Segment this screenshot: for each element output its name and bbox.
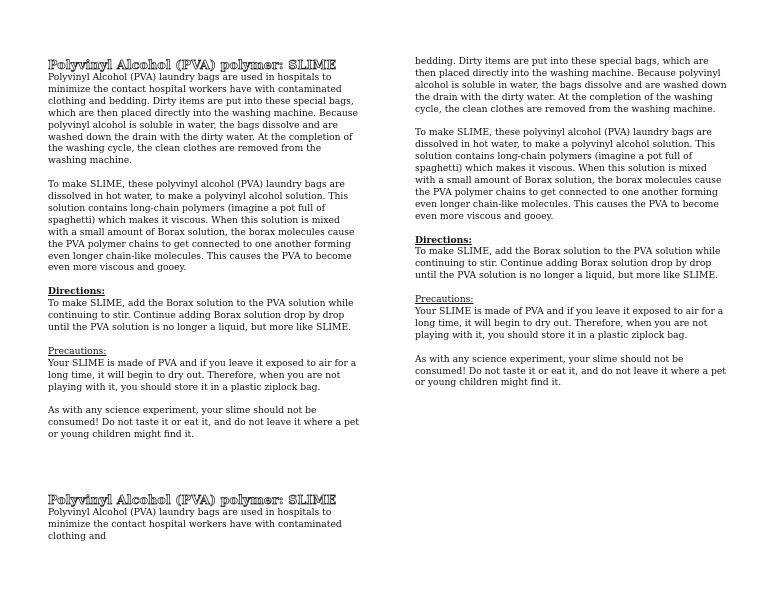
warning-paragraph: As with any science experiment, your slime should not be consumed! Do not taste it or eat it, and do not leave it where a pet or young children might find it. — [48, 405, 359, 441]
slime-paragraph: To make SLIME, these polyvinyl alcohol (PVA) laundry bags are dissolved in hot water, to make a polyvinyl alcohol solution. This solution contains long-chain polymers (imagine a pot full of spaghetti) which makes it viscous. When this solution is mixed with a small amount of Borax solution, the borax molecules cause the PVA polymer chains to get connected to one another forming even longer chain-like molecules. This causes the PVA to become even more viscous and gooey. — [48, 179, 355, 274]
precautions-heading: Precautions: — [48, 345, 107, 357]
page-title-bottom: Polyvinyl Alcohol (PVA) polymer: SLIME — [48, 492, 337, 507]
precautions-text: Your SLIME is made of PVA and if you leave it exposed to air for a long time, it will begin to dry out. Therefore, when you are not playing with it, you should store it in a plastic ziplock bag. — [48, 357, 357, 393]
precautions-section-right — [415, 294, 727, 342]
precautions-section — [48, 346, 362, 394]
page-title: Polyvinyl Alcohol (PVA) polymer: SLIME — [48, 57, 337, 72]
top-right-panel — [415, 56, 727, 401]
precautions-text-right: Your SLIME is made of PVA and if you leave it exposed to air for a long time, it will begin to dry out. Therefore, when you are not playing with it, you should store it in a plastic ziplock bag. — [415, 305, 724, 341]
directions-section — [48, 286, 362, 334]
directions-heading-right: Directions: — [415, 234, 472, 246]
bottom-left-panel — [48, 493, 362, 555]
directions-text: To make SLIME, add the Borax solution to the PVA solution while continuing to stir. Continue adding Borax solution drop by drop until the PVA solution is no longer a liquid, but more like SLIME. — [48, 298, 354, 333]
intro-paragraph-bottom: Polyvinyl Alcohol (PVA) laundry bags are used in hospitals to minimize the contact hospital workers have with contaminated clothing and — [48, 507, 342, 542]
directions-text-right: To make SLIME, add the Borax solution to the PVA solution while continuing to stir. Continue adding Borax solution drop by drop until the PVA solution is no longer a liquid, but more like SLIME. — [415, 246, 721, 282]
directions-section-right — [415, 235, 727, 283]
warning-paragraph-right: As with any science experiment, your slime should not be consumed! Do not taste it or eat it, and do not leave it where a pet or young children might find it. — [415, 353, 726, 389]
continuation-paragraph: bedding. Dirty items are put into these special bags, which are then placed directly into the washing machine. Because polyvinyl alcohol is soluble in water, the bags dissolve and are washed down the drain with the dirty water. At the completion of the washing cycle, the clean clothes are removed from the washing machine. — [415, 56, 727, 115]
top-left-panel — [48, 58, 362, 453]
directions-heading: Directions: — [48, 286, 105, 298]
precautions-heading-right: Precautions: — [415, 294, 474, 306]
intro-paragraph: Polyvinyl Alcohol (PVA) laundry bags are used in hospitals to minimize the contact hospital workers have with contaminated clothing and bedding. Dirty items are put into these special bags, which are then placed directly into the washing machine. Because polyvinyl alcohol is soluble in water, the bags dissolve and are washed down the drain with the dirty water. At the completion of the washing cycle, the clean clothes are removed from the washing machine. — [48, 72, 358, 167]
slime-paragraph-right: To make SLIME, these polyvinyl alcohol (PVA) laundry bags are dissolved in hot water, to make a polyvinyl alcohol solution. This solution contains long-chain polymers (imagine a pot full of spaghetti) which makes it viscous. When this solution is mixed with a small amount of Borax solution, the borax molecules cause the PVA polymer chains to get connected to one another forming even longer chain-like molecules. This causes the PVA to become even more viscous and gooey. — [415, 127, 722, 222]
